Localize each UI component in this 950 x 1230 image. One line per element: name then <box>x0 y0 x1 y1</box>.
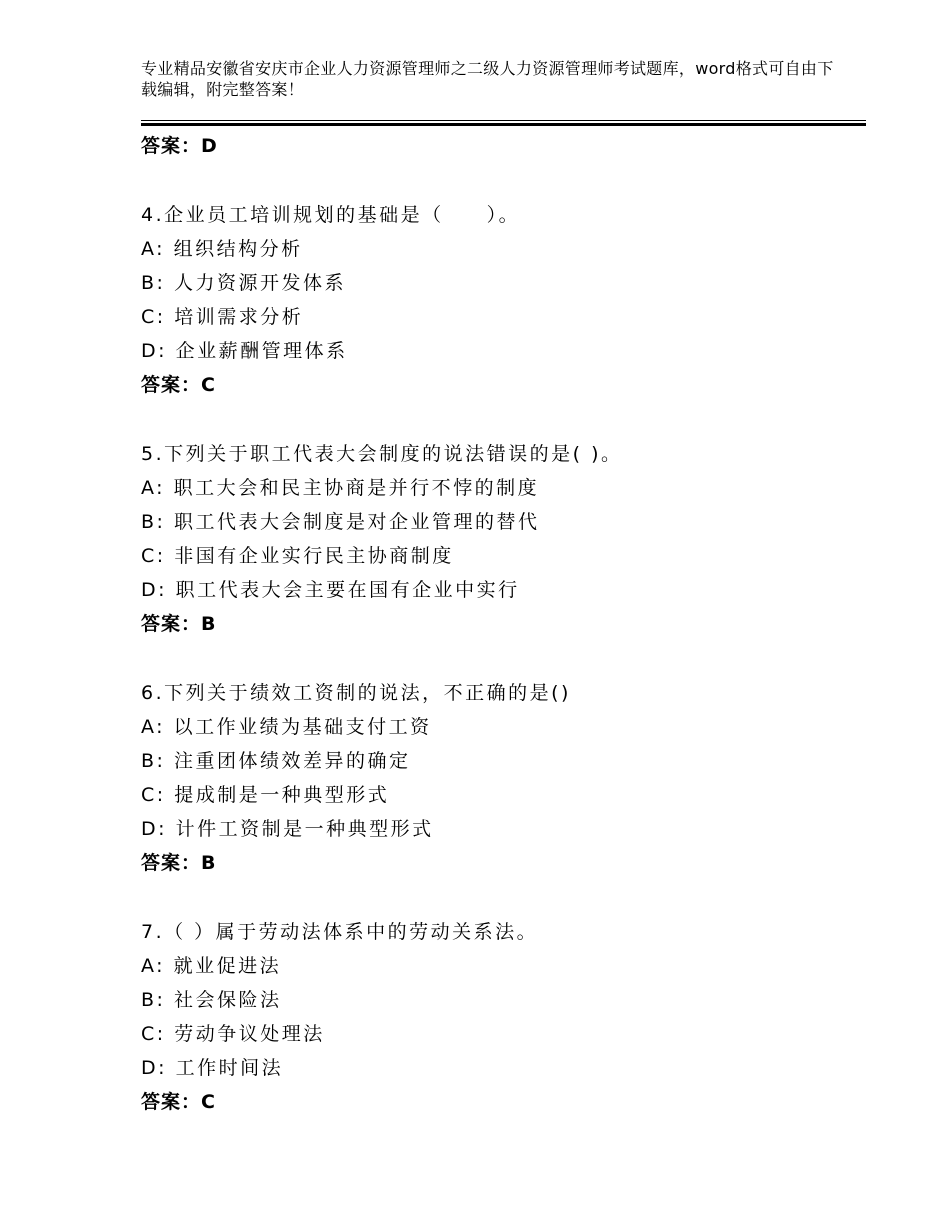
option-c: C: 非国有企业实行民主协商制度 <box>141 545 454 567</box>
answer-line: 答案：B <box>141 852 217 874</box>
answer-line: 答案：C <box>141 1091 216 1113</box>
question-text: 6.下列关于绩效工资制的说法，不正确的是() <box>141 682 571 704</box>
option-a: A: 职工大会和民主协商是并行不悖的制度 <box>141 477 540 499</box>
option-d: D: 企业薪酬管理体系 <box>141 340 348 362</box>
option-b: B: 社会保险法 <box>141 989 282 1011</box>
option-c: C: 提成制是一种典型形式 <box>141 784 390 806</box>
header-rule-thick <box>141 123 866 126</box>
option-c: C: 培训需求分析 <box>141 306 304 328</box>
question-text: 4.企业员工培训规划的基础是（ ）。 <box>141 204 521 226</box>
option-a: A: 组织结构分析 <box>141 238 303 260</box>
option-b: B: 职工代表大会制度是对企业管理的替代 <box>141 511 540 533</box>
option-a: A: 就业促进法 <box>141 955 282 977</box>
answer-line: 答案：B <box>141 613 217 635</box>
answer-line: 答案：C <box>141 374 216 396</box>
option-b: B: 注重团体绩效差异的确定 <box>141 750 411 772</box>
option-a: A: 以工作业绩为基础支付工资 <box>141 716 432 738</box>
option-d: D: 职工代表大会主要在国有企业中实行 <box>141 579 520 601</box>
option-c: C: 劳动争议处理法 <box>141 1023 325 1045</box>
question-text: 7.（ ）属于劳动法体系中的劳动关系法。 <box>141 921 539 943</box>
header-rule-thin <box>141 120 866 121</box>
page-header: 专业精品安徽省安庆市企业人力资源管理师之二级人力资源管理师考试题库，word格式可自由下载编辑，附完整答案！ <box>141 59 834 99</box>
question-text: 5.下列关于职工代表大会制度的说法错误的是( )。 <box>141 443 623 465</box>
option-b: B: 人力资源开发体系 <box>141 272 346 294</box>
answer-line: 答案：D <box>141 135 218 157</box>
option-d: D: 工作时间法 <box>141 1057 284 1079</box>
option-d: D: 计件工资制是一种典型形式 <box>141 818 434 840</box>
